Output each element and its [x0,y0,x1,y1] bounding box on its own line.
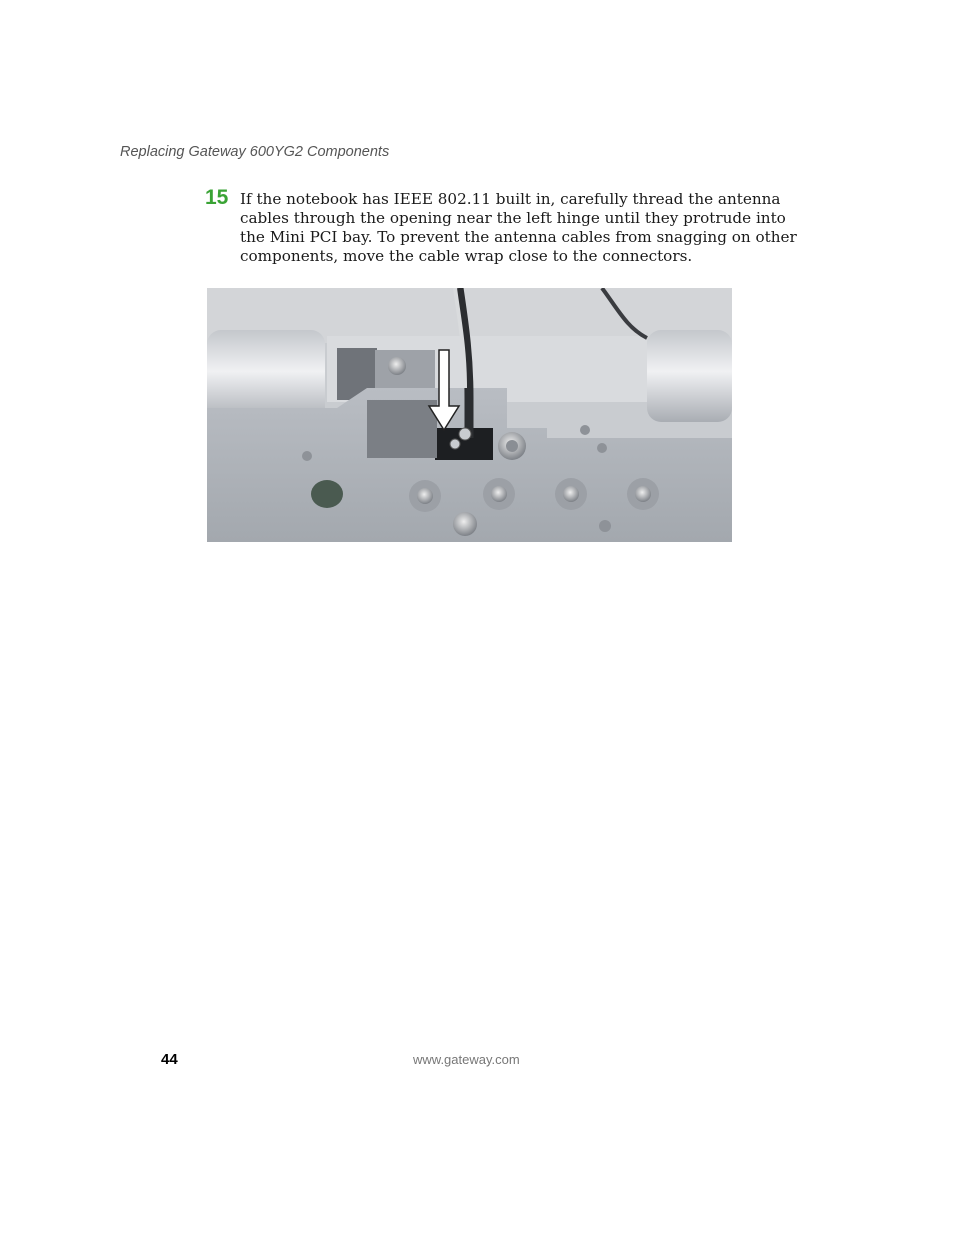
step-instruction [240,190,797,266]
hinge-antenna-photo [207,288,732,542]
step-instruction-line: components, move the cable wrap close to the connectors. [240,247,693,265]
step-instruction-line: cables through the opening near the left hinge until they protrude into [240,209,786,227]
page-number: 44 [161,1051,178,1068]
step-instruction-line: the Mini PCI bay. To prevent the antenna cables from snagging on other [240,228,797,246]
step-instruction-line: If the notebook has IEEE 802.11 built in, carefully thread the antenna [240,190,781,208]
running-header: Replacing Gateway 600YG2 Components [120,144,390,160]
step-number: 15 [205,186,229,209]
footer-url: www.gateway.com [413,1052,520,1067]
